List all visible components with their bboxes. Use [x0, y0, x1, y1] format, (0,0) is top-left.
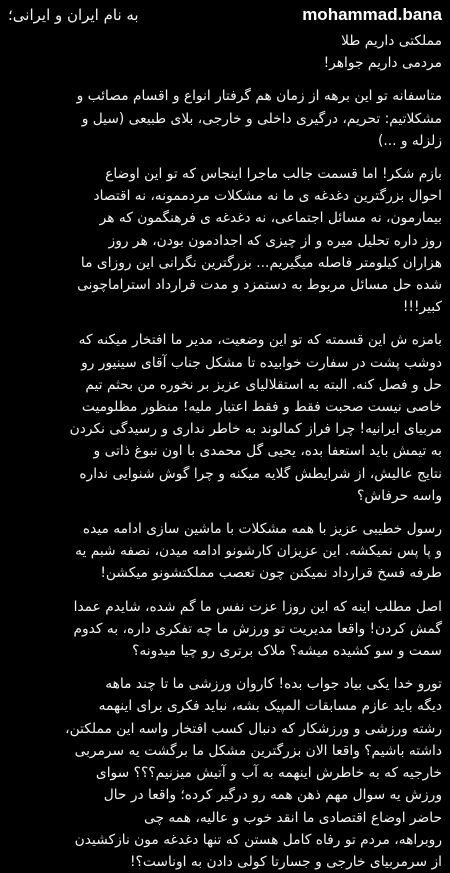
caption-line: ورزش یه سوال مهم ذهن همه رو درگیر کرده؛ واقعا در حال	[103, 787, 442, 804]
caption-line: روبراهه، مردم تو رفاه کامل هستن که تنها دغدغه مون نازکشیدن	[74, 831, 442, 848]
caption-line: طرفه فسخ قرارداد نمیکنن چون تعصب مملکتشونو میکشن!	[100, 565, 442, 582]
caption-line: زلزله و ...)	[377, 132, 442, 149]
paragraph-gap	[8, 662, 442, 673]
caption-line: و پا پس نمیکشه. این عزیزان کارشونو ادامه میدن، نصفه شبم یه	[75, 543, 442, 560]
caption-line: سمت و سو کشیده میشه؟ ملاک برتری رو چیا میدونه؟	[132, 643, 442, 660]
caption-line: هزاران کیلومتر فاصله میگیریم... بزرگترین نگرانی این روزای ما	[80, 254, 442, 271]
caption-line: دیگه باید عازم مسابقات المپیک بشه، نباید فکری برای اینهمه	[98, 698, 442, 715]
caption-line: نتایج عالیش، از شرایطش گلایه میکنه و چرا گوش شنوایی نداره	[79, 465, 442, 482]
caption-line: دوشب پشت در سفارت خوابیده تا مشکل جناب آقای سینیور رو	[81, 354, 442, 371]
caption-line: به نام ایران و ایرانی؛	[8, 6, 139, 24]
paragraph-gap	[8, 507, 442, 518]
caption-line: حاضر اوضاع اقتصادی ما انقد خوب و عالیه، همه چی	[143, 809, 442, 826]
caption-text	[8, 30, 442, 873]
caption-line: خارجیه که به خاطرش اینهمه به آب و آتیش میزنیم؟؟؟ سوای	[95, 765, 442, 782]
caption-line: مملکتی داریم طلا	[341, 33, 442, 49]
caption-line: از سرمربیای خارجی و جسارتا کولی دادن به اوناست؟!	[130, 853, 442, 870]
caption-line: رسول خطیبی عزیز با همه مشکلات با ماشین سازی ادامه میده	[82, 521, 442, 538]
caption-header	[8, 4, 442, 30]
caption-line: مردمی داریم جواهر!	[323, 55, 442, 72]
caption-line: متاسفانه تو این برهه از زمان هم گرفتار انواع و اقسام مصائب و	[76, 88, 442, 105]
caption-line: بیمارمون، نه مسائل اجتماعی، نه دغدغه ی فرهنگمون که هر	[99, 210, 442, 227]
caption-line: گمش کردن! واقعا مدیریت تو ورزش ما چه تفکری داره، به کدوم	[73, 620, 442, 637]
caption-line: احوال بزرگترین دغدغه ی ما نه مشکلات مردممونه، نه اقتصاد	[93, 188, 442, 205]
caption-line: اصل مطلب اینه که این روزا عزت نفس ما گم شده، شایدم عمدا	[73, 598, 442, 615]
caption-line: رشته ورزشی و ورزشکار که دنبال کسب افتخار واسه این مملکتن،	[65, 720, 442, 737]
caption-line: تورو خدا یکی بیاد جواب بده! کاروان ورزشی ما تا چند ماهه	[105, 676, 442, 693]
caption-line: بامزه ش این قسمته که تو این وضعیت، مدیر ما افتخار میکنه که	[78, 332, 442, 349]
caption-line: کبیر!!!	[402, 299, 442, 316]
caption-line: مشکلاتیم: تحریم، درگیری داخلی و خارجی، بلای طبیعی (سیل و	[81, 110, 442, 127]
caption-line: بازم شکر! اما قسمت جالب ماجرا اینجاس که تو این اوضاع	[105, 166, 442, 183]
caption-line: روز داره تحلیل میره و از چیزی که اجدادمون بودن، هر روز	[108, 232, 442, 249]
paragraph-gap	[8, 152, 442, 163]
caption-line: حل و فصل کنه. البته به استقلالیای عزیز بر نخوره من بحثم تیم	[85, 376, 442, 393]
username-link[interactable]: mohammad.bana	[302, 5, 442, 24]
caption-line: واسه حرفاش؟	[357, 487, 442, 504]
caption-line: مربیای ایرانیه! چرا فراز کمالوند به خاطر نداری و رسیدگی نکردن	[69, 421, 442, 438]
paragraph-gap	[8, 318, 442, 329]
caption-line: شده حل مسائل مربوط به دستمزد و مدت قرارداد استراماچونی	[77, 277, 442, 294]
paragraph-gap	[8, 74, 442, 85]
caption-line: به تیمش باید استعفا بده، یحیی گل محمدی با اون نبوغ ذاتی و	[93, 443, 442, 460]
paragraph-gap	[8, 585, 442, 596]
caption-line: داشته باشیم؟ واقعا الان بزرگترین مشکل ما برگشت یه سرمربی	[74, 742, 442, 759]
caption-line: خاصی نیست صحبت فقط و فقط اعتبار ملیه! منظور مظلومیت	[81, 399, 442, 416]
